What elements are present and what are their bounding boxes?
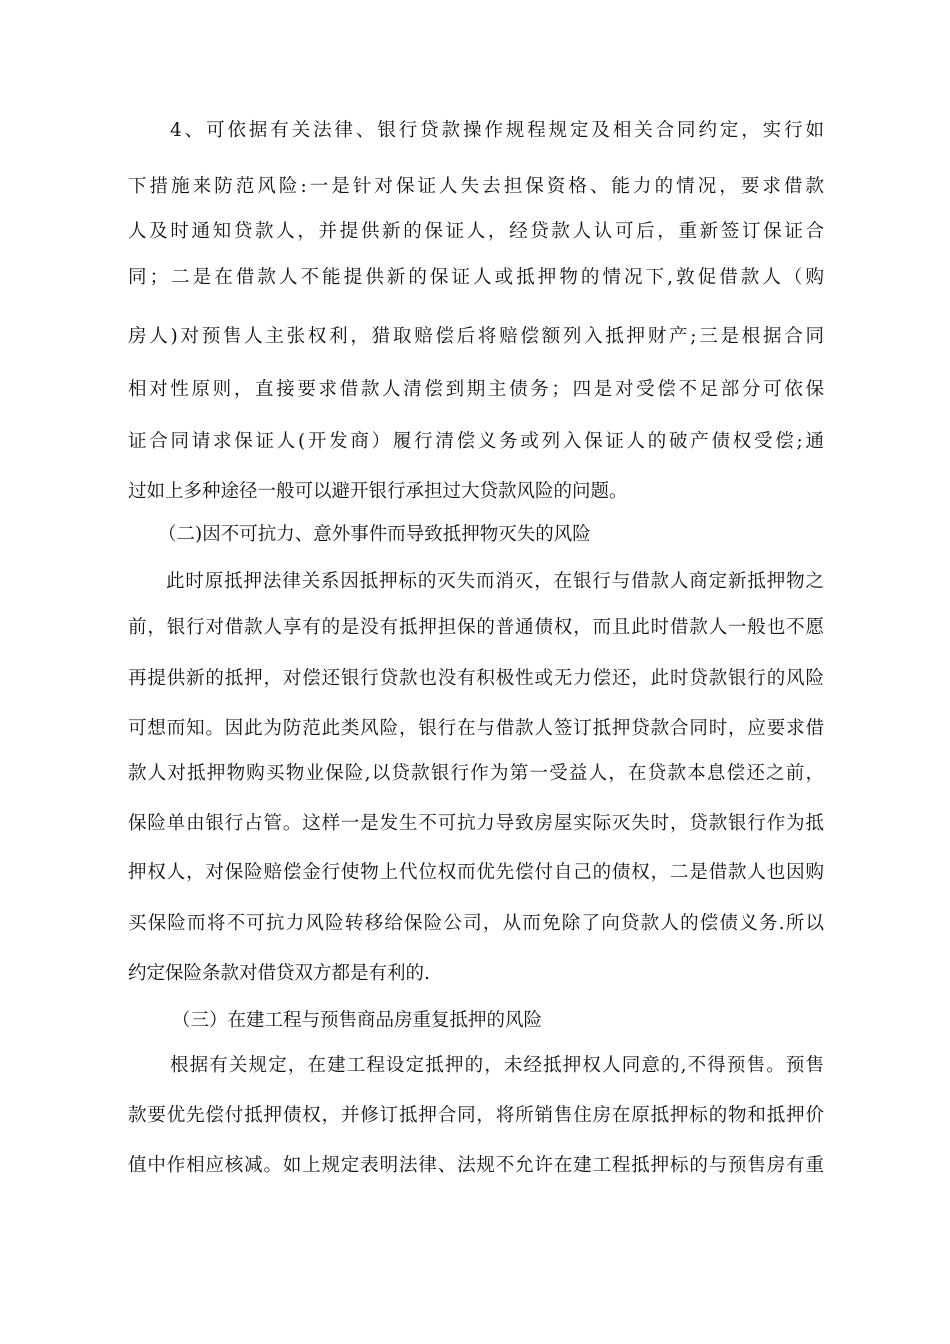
paragraph-line: 再提供新的抵押，对偿还银行贷款也没有积极性或无力偿还，此时贷款银行的风险 [128,668,824,689]
paragraph-line: 前，银行对借款人享有的是没有抵押担保的普通债权，而且此时借款人一般也不愿 [128,617,824,638]
paragraph-line: 款人对抵押物购买物业保险,以贷款银行作为第一受益人，在贷款本息偿还之前， [128,763,824,784]
paragraph-line: 同；二是在借款人不能提供新的保证人或抵押物的情况下,敦促借款人（购 [128,267,824,288]
paragraph-line: 过如上多种途径一般可以避开银行承担过大贷款风险的问题。 [128,481,628,502]
paragraph-line: 保险单由银行占管。这样一是发生不可抗力导致房屋实际灭失时，贷款银行作为抵 [128,813,824,834]
section-heading: （三）在建工程与预售商品房重复抵押的风险 [172,1010,543,1031]
paragraph-line: 下措施来防范风险:一是针对保证人失去担保资格、能力的情况，要求借款 [128,176,824,197]
paragraph-line: 相对性原则，直接要求借款人清偿到期主债务；四是对受偿不足部分可依保 [128,379,824,400]
paragraph-line: 根据有关规定，在建工程设定抵押的，未经抵押权人同意的,不得预售。预售 [170,1055,824,1076]
paragraph-line: 人及时通知贷款人，并提供新的保证人，经贷款人认可后，重新签订保证合 [128,221,824,242]
paragraph-line: 此时原抵押法律关系因抵押标的灭失而消灭，在银行与借款人商定新抵押物之 [166,571,824,592]
paragraph-line: 可想而知。因此为防范此类风险，银行在与借款人签订抵押贷款合同时，应要求借 [128,718,824,739]
paragraph-line: 押权人，对保险赔偿金行使物上代位权而优先偿付自己的债权，二是借款人也因购 [128,862,824,883]
paragraph-line: 款要优先偿付抵押债权，并修订抵押合同，将所销售住房在原抵押标的物和抵押价 [128,1105,824,1126]
paragraph-line: 约定保险条款对借贷双方都是有利的. [128,963,430,984]
paragraph-line: 4、可依据有关法律、银行贷款操作规程规定及相关合同约定，实行如 [170,120,824,141]
paragraph-line: 买保险而将不可抗力风险转移给保险公司，从而免除了向贷款人的偿债义务.所以 [128,913,824,934]
paragraph-line: 房人)对预售人主张权利，猎取赔偿后将赔偿额列入抵押财产;三是根据合同 [128,326,824,347]
paragraph-line: 证合同请求保证人(开发商）履行清偿义务或列入保证人的破产债权受偿;通 [128,431,824,452]
section-heading: （二)因不可抗力、意外事件而导致抵押物灭失的风险 [158,524,591,545]
paragraph-line: 值中作相应核减。如上规定表明法律、法规不允许在建工程抵押标的与预售房有重 [128,1155,824,1176]
